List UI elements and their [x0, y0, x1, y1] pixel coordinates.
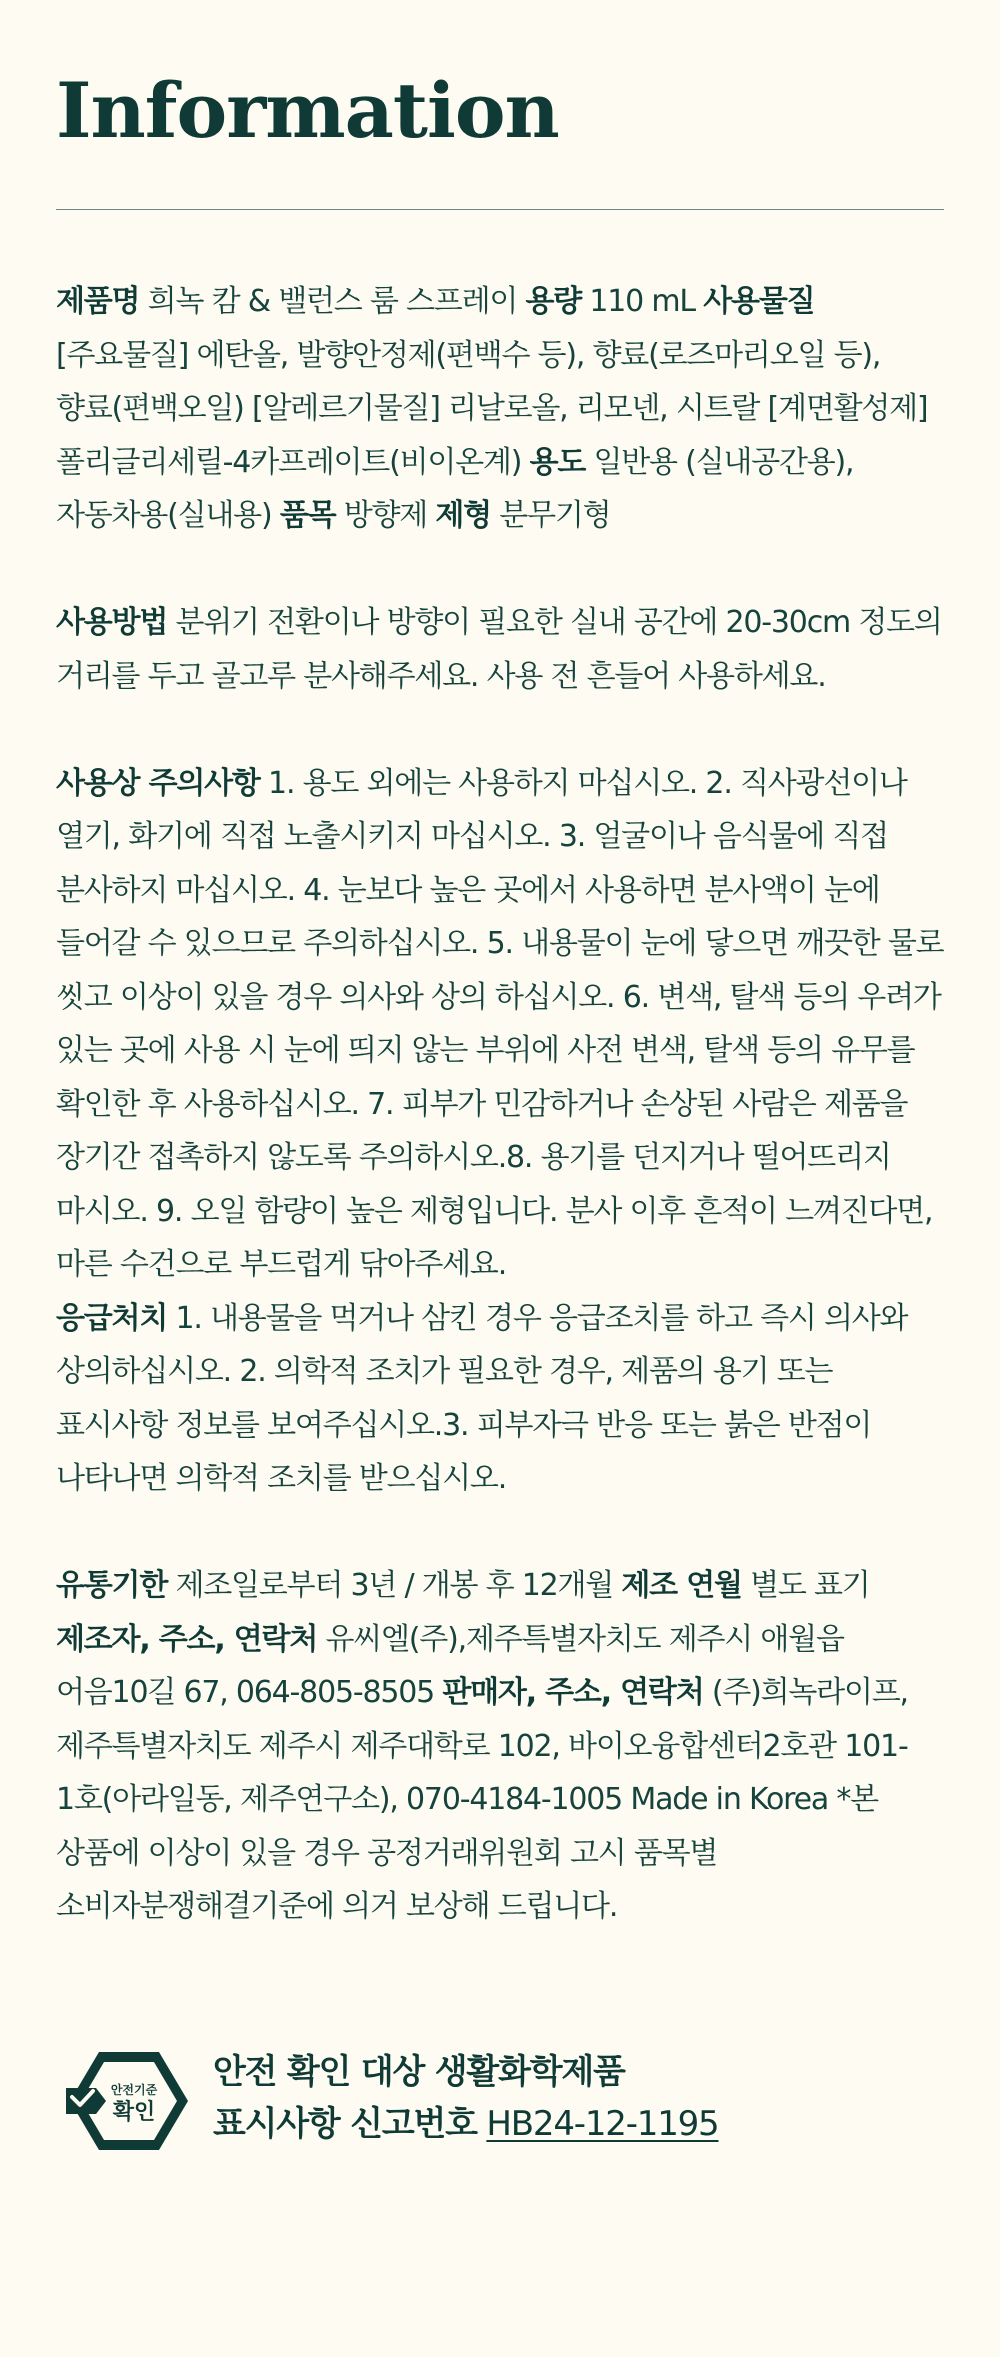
mfg-date-value: 별도 표기: [741, 1568, 870, 1603]
usage-text: 분위기 전환이나 방향이 필요한 실내 공간에 20-30cm 정도의 거리를 두고 골고루 분사해주세요. 사용 전 흔들어 사용하세요.: [56, 605, 942, 694]
form-label: 제형: [435, 498, 491, 533]
information-body: [56, 275, 944, 1934]
product-name-label: 제품명: [56, 284, 140, 319]
badge-big-text: 확인: [112, 2100, 156, 2125]
badge-line1-text: 안전 확인 대상 생활화학제품: [213, 2052, 625, 2092]
paragraph-spacer: [56, 703, 944, 757]
product-info-paragraph: [56, 275, 944, 543]
manufacturer-value: 유씨엘(주),제주특별자치도 제주시 애월읍 어음10길 67, 064-805-8505: [56, 1621, 844, 1710]
ingredients-label: 사용물질: [703, 284, 815, 319]
badge-caption: [213, 2046, 719, 2150]
first-aid-label: 응급처치: [56, 1300, 168, 1336]
category-label: 품목: [279, 498, 336, 533]
paragraph-spacer: [56, 1506, 944, 1560]
badge-line2: [213, 2098, 719, 2150]
registration-number: HB24-12-1195: [486, 2104, 719, 2144]
category-value: 방향제: [335, 498, 436, 533]
paragraph-spacer: [56, 543, 944, 597]
cautions-paragraph: [56, 757, 944, 1292]
use-label: 용도: [529, 444, 586, 480]
form-value: 분무기형: [490, 498, 611, 533]
volume-label: 용량: [525, 284, 582, 319]
seller-label: 판매자, 주소, 연락처: [442, 1675, 704, 1710]
expiry-label: 유통기한: [56, 1568, 168, 1603]
cautions-label: 사용상 주의사항: [56, 765, 260, 801]
title-divider: [56, 209, 944, 210]
ingredients-value: [주요물질] 에탄올, 발향안정제(편백수 등), 향료(로즈마리오일 등), 향료(편백오일) [알레르기물질] 리날로올, 리모넨, 시트랄 [계면활성제] 폴리글리세릴-4카프레이트(비이온계): [56, 337, 928, 480]
usage-label: 사용방법: [56, 605, 168, 640]
mfg-date-label: 제조 연월: [621, 1568, 742, 1603]
seller-value: (주)희녹라이프, 제주특별자치도 제주시 제주대학로 102, 바이오융합센터2호관 101-1호(아라일동, 제주연구소), 070-4184-1005 Made in Korea *본 상품에 이상이 있을 경우 공정거래위원회 고시 품목별 소비자분쟁해결기준에 의거 보상해 드립니다.: [56, 1675, 908, 1924]
cautions-text: 1. 용도 외에는 사용하지 마십시오. 2. 직사광선이나 열기, 화기에 직접 노출시키지 마십시오. 3. 얼굴이나 음식물에 직접 분사하지 마십시오. 4. 눈보다 높은 곳에서 사용하면 분사액이 눈에 들어갈 수 있으므로 주의하십시오. 5. 내용물이 눈에 닿으면 깨끗한 물로 씻고 이상이 있을 경우 의사와 상의 하십시오. 6. 변색, 탈색 등의 우려가 있는 곳에 사용 시 눈에 띄지 않는 부위에 사전 변색, 탈색 등의 유무를 확인한 후 사용하십시오. 7. 피부가 민감하거나 손상된 사람은 제품을 장기간 접촉하지 않도록 주의하시오.8. 용기를 던지거나 떨어뜨리지 마시오. 9. 오일 함량이 높은 제형입니다. 분사 이후 흔적이 느껴진다면, 마른 수건으로 부드럽게 닦아주세요.: [56, 765, 944, 1282]
badge-line1: [213, 2046, 719, 2098]
volume-value: 110 mL: [581, 284, 704, 319]
expiry-value: 제조일로부터 3년 / 개봉 후 12개월: [167, 1568, 622, 1603]
legal-info-paragraph: [56, 1559, 944, 1934]
safety-check-badge-icon: [66, 2048, 192, 2154]
page-title: Information: [56, 66, 559, 155]
badge-line2-label: 표시사항 신고번호: [213, 2104, 477, 2144]
first-aid-paragraph: [56, 1292, 944, 1506]
first-aid-text: 1. 내용물을 먹거나 삼킨 경우 응급조치를 하고 즉시 의사와 상의하십시오. 2. 의학적 조치가 필요한 경우, 제품의 용기 또는 표시사항 정보를 보여주십시오.3. 피부자극 반응 또는 붉은 반점이 나타나면 의학적 조치를 받으십시오.: [56, 1300, 908, 1496]
manufacturer-label: 제조자, 주소, 연락처: [56, 1621, 318, 1657]
product-name-value: 희녹 캄 & 밸런스 룸 스프레이: [139, 284, 526, 319]
badge-small-text: 안전기준: [110, 2083, 158, 2097]
usage-paragraph: [56, 596, 944, 703]
use-value: 일반용 (실내공간용), 자동차용(실내용): [56, 444, 854, 533]
